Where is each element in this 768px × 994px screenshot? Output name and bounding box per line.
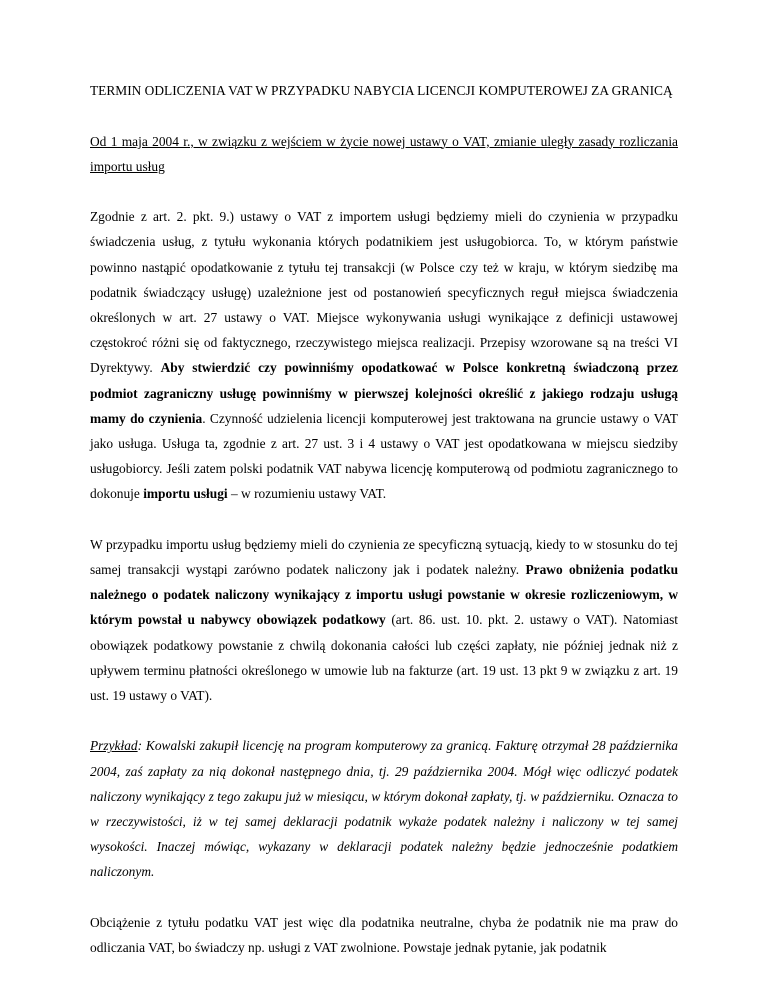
lead-paragraph: Od 1 maja 2004 r., w związku z wejściem w życie nowej ustawy o VAT, zmianie uległy zasady rozliczania importu usług [90,133,678,174]
bold-run: Prawo obniżenia podatku należnego o podatek naliczony wynikający z importu usługi powstanie w okresie rozliczeniowym, w którym powstał u nabywcy obowiązek podatkowy [90,562,679,628]
example-text: : Kowalski zakupił licencję na program komputerowy za granicą. Fakturę otrzymał 28 października 2004, zaś zapłaty za nią dokonał następnego dnia, tj. 29 października 2004. Mógł więc odliczyć podatek naliczony wynikający z tego zakupu już w miesiącu, w którym dokonał zapłaty, tj. w październiku. Oznacza to w rzeczywistości, iż w tej samej deklaracji podatnik wykaże podatek należny i naliczony w tej samej wysokości. Inaczej mówiąc, wykazany w deklaracji podatek należny będzie jednocześnie podatkiem naliczonym. [90,738,678,880]
document-title: TERMIN ODLICZENIA VAT W PRZYPADKU NABYCIA LICENCJI KOMPUTEROWEJ ZA GRANICĄ [90,83,673,98]
text-run: (art. 86. ust. 10. pkt. 2. ustawy o VAT). Natomiast obowiązek podatkowy powstanie z chwilą dokonania całości lub części zapłaty, nie później jednak niż z upływem terminu płatności określonego w umowie lub na fakturze (art. 19 ust. 13 pkt 9 w związku z art. 19 ust. 19 ustawy o VAT). [90,612,679,704]
text-run: . Czynność udzielenia licencji komputerowej jest traktowana na gruncie ustawy o VAT jako usługa. Usługa ta, zgodnie z art. 27 ust. 3 i 4 ustawy o VAT jest opodatkowana w miejscu siedziby usługobiorcy. Jeśli zatem polski podatnik VAT nabywa licencję komputerową od podmiotu zagranicznego to dokonuje [90,410,678,502]
text-run: W przypadku importu usług będziemy mieli do czynienia ze specyficzną sytuacją, kiedy to w stosunku do tej samej transakcji wystąpi zarówno podatek naliczony jak i podatek należny. [90,536,678,578]
example-label: Przykład [90,738,138,754]
text-run: Zgodnie z art. 2. pkt. 9.) ustawy o VAT z importem usługi będziemy mieli do czynienia w przypadku świadczenia usług, z tytułu wykonania których podatnikiem jest usługobiorca. To, w którym państwie powinno nastąpić opodatkowanie z tytułu tej transakcji (w Polsce czy też w kraju, w którym siedzibę ma podatnik świadczący usługę) uzależnione jest od postanowień specyficznych reguł miejsca świadczenia określonych w art. 27 ustawy o VAT. Miejsce wykonywania usługi wynikające z definicji ustawowej częstokroć różni się od faktycznego, rzeczywistego miejsca realizacji. Przepisy wzorowane są na treści VI Dyrektywy. [90,209,678,376]
document-page [90,78,678,985]
bold-run: Aby stwierdzić czy powinniśmy opodatkować w Polsce konkretną świadczoną przez podmiot zagraniczny usługę powinniśmy w pierwszej kolejności określić z jakiego rodzaju usługą mamy do czynienia [90,360,678,426]
text-run: – w rozumieniu ustawy VAT. [227,486,387,502]
paragraph-prawo-obnizenia [90,532,678,708]
example-paragraph [90,733,678,884]
paragraph-obciazenie: Obciążenie z tytułu podatku VAT jest więc dla podatnika neutralne, chyba że podatnik nie ma praw do odliczania VAT, bo świadczy np. usługi z VAT zwolnione. Powstaje jednak pytanie, jak podatnik [90,914,678,956]
bold-run: importu usługi [143,486,228,502]
paragraph-import-uslug [90,204,678,506]
